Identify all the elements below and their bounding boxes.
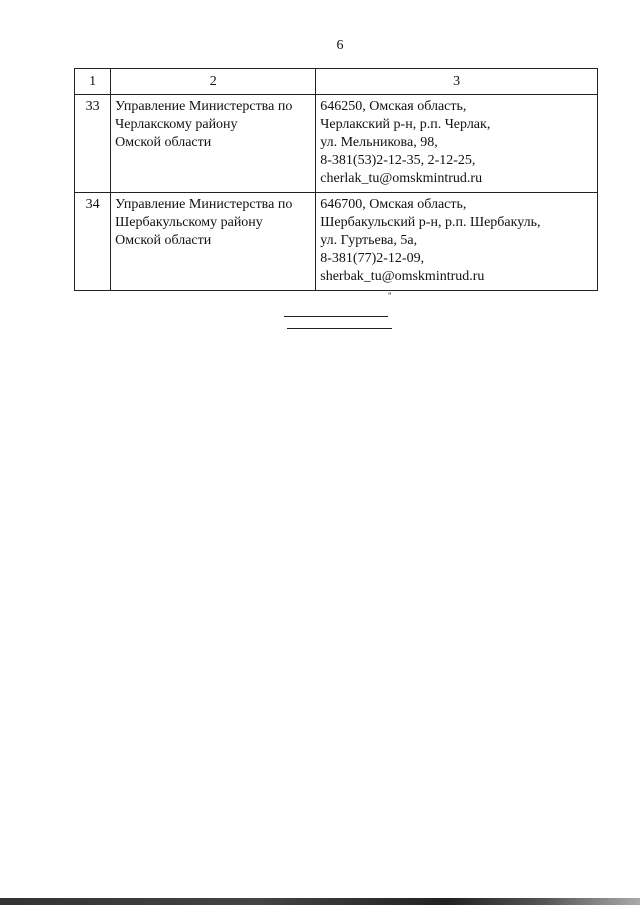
phone-line: 8-381(53)2-12-35, 2-12-25, — [320, 153, 476, 168]
address-line: Шербакульский р-н, р.п. Шербакуль, — [320, 215, 541, 230]
office-name-line: Омской области — [115, 135, 212, 150]
address-line: 646250, Омская область, — [320, 99, 467, 114]
end-divider-line — [284, 316, 388, 317]
office-name-line: Управление Министерства по — [115, 197, 293, 212]
end-divider-line — [287, 328, 392, 329]
table-row — [75, 95, 598, 193]
table-header-row — [75, 69, 598, 95]
address-line: ул. Гуртьева, 5а, — [320, 233, 418, 248]
header-column-2: 2 — [111, 69, 316, 95]
phone-line: 8-381(77)2-12-09, — [320, 251, 425, 266]
table-row — [75, 193, 598, 291]
ministry-offices-table — [74, 68, 598, 291]
header-column-1: 1 — [75, 69, 111, 95]
header-column-3: 3 — [316, 69, 598, 95]
office-name-line: Омской области — [115, 233, 212, 248]
office-name-line: Шербакульскому району — [115, 215, 263, 230]
office-name — [111, 95, 316, 193]
scan-edge-artifact — [0, 898, 640, 905]
email-line: sherbak_tu@omskmintrud.ru — [320, 269, 485, 284]
office-address — [316, 95, 598, 193]
address-line: ул. Мельникова, 98, — [320, 135, 438, 150]
address-line: Черлакский р-н, р.п. Черлак, — [320, 117, 491, 132]
email-line: cherlak_tu@omskmintrud.ru — [320, 171, 483, 186]
row-number: 33 — [75, 95, 111, 193]
row-number: 34 — [75, 193, 111, 291]
closing-quote-mark: " — [388, 291, 392, 301]
office-address — [316, 193, 598, 291]
office-name-line: Черлакскому району — [115, 117, 238, 132]
office-name — [111, 193, 316, 291]
office-name-line: Управление Министерства по — [115, 99, 293, 114]
address-line: 646700, Омская область, — [320, 197, 467, 212]
page-number: 6 — [336, 38, 344, 53]
